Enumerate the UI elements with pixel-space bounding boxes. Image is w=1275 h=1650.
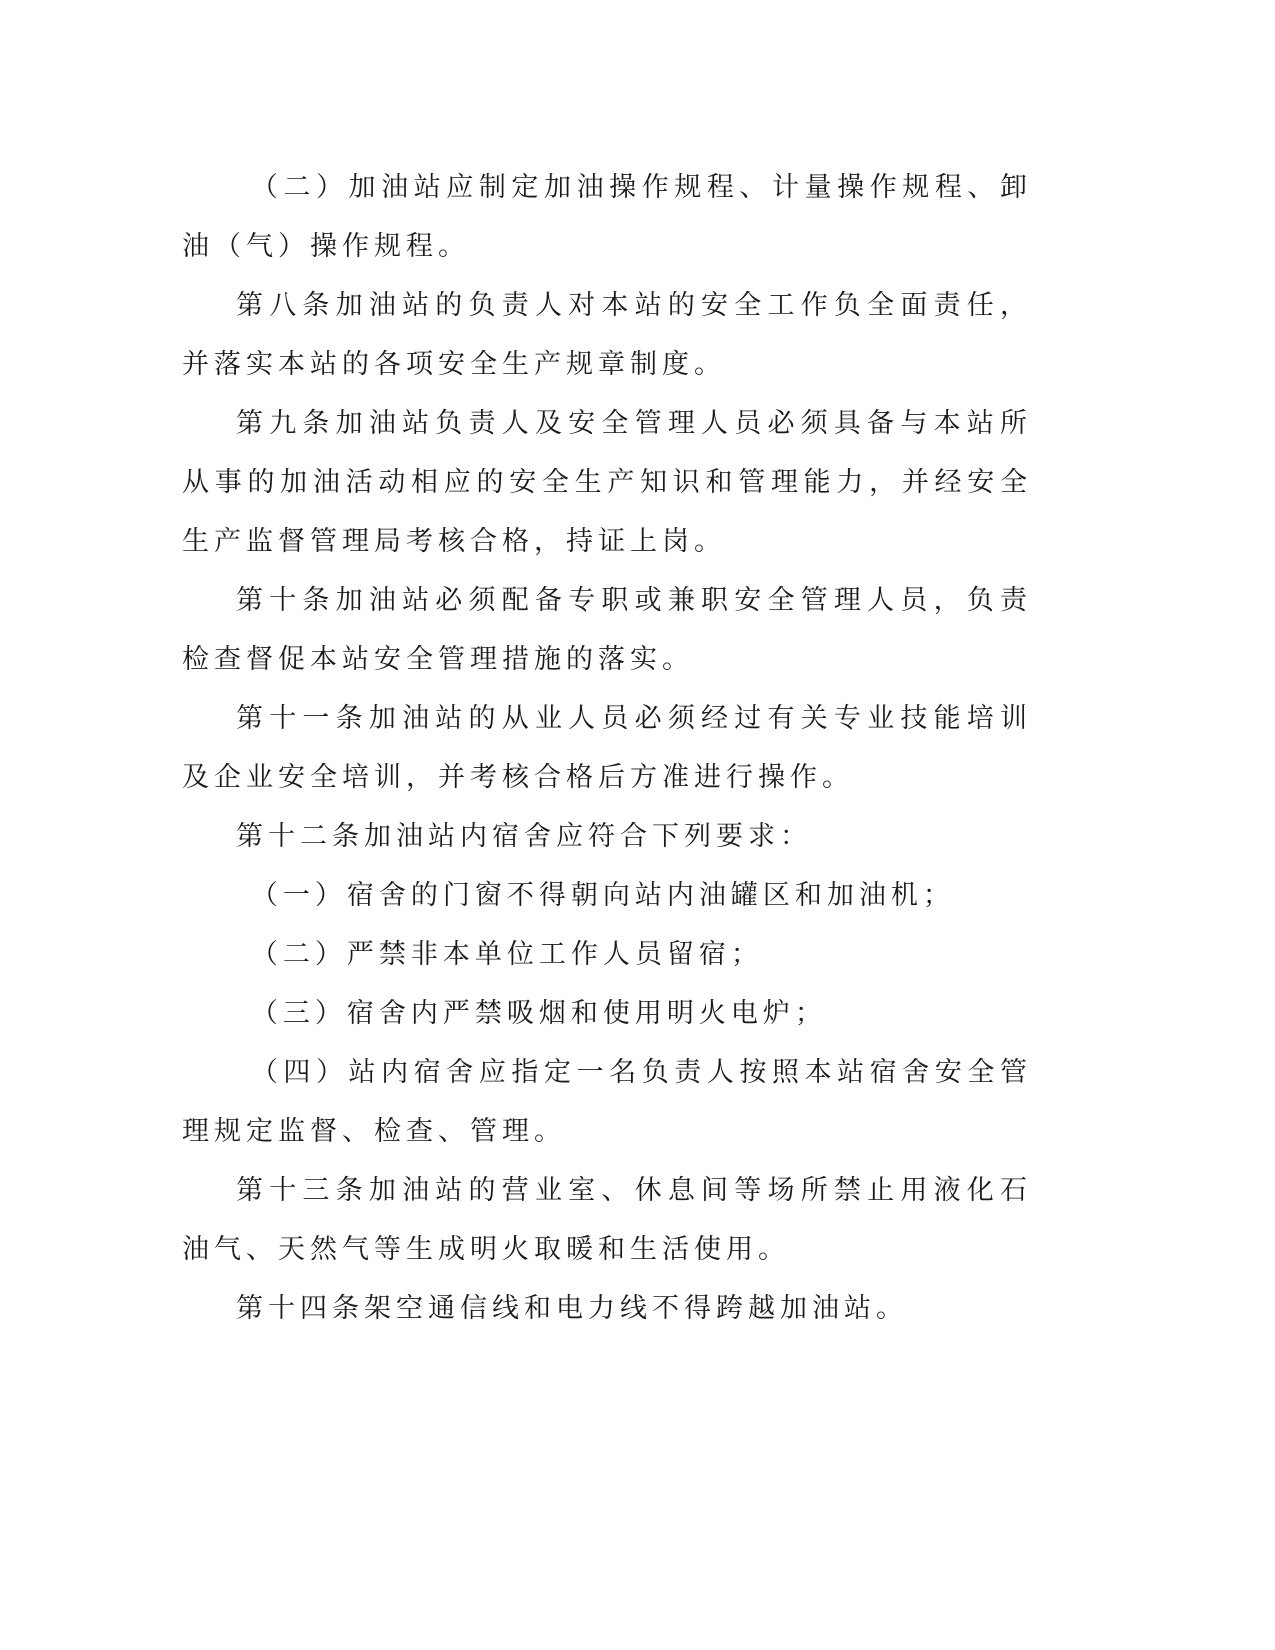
paragraph-article-11: 第十一条加油站的从业人员必须经过有关专业技能培训及企业安全培训，并考核合格后方准进行操作。 <box>182 703 1032 793</box>
paragraph-item-4: （四）站内宿舍应指定一名负责人按照本站宿舍安全管理规定监督、检查、管理。 <box>182 1057 1032 1147</box>
paragraph-article-14: 第十四条架空通信线和电力线不得跨越加油站。 <box>236 1293 908 1324</box>
paragraph-item-2: （二）加油站应制定加油操作规程、计量操作规程、卸油（气）操作规程。 <box>182 172 1032 262</box>
document-body <box>182 158 1032 1338</box>
paragraph-article-8: 第八条加油站的负责人对本站的安全工作负全面责任，并落实本站的各项安全生产规章制度。 <box>182 290 1032 380</box>
paragraph-article-12: 第十二条加油站内宿舍应符合下列要求： <box>236 821 812 852</box>
paragraph-item-2b: （二）严禁非本单位工作人员留宿； <box>250 939 763 970</box>
paragraph-article-13: 第十三条加油站的营业室、休息间等场所禁止用液化石油气、天然气等生成明火取暖和生活使用。 <box>182 1175 1032 1265</box>
paragraph-item-3: （三）宿舍内严禁吸烟和使用明火电炉； <box>250 998 827 1029</box>
paragraph-item-1: （一）宿舍的门窗不得朝向站内油罐区和加油机； <box>250 880 955 911</box>
paragraph-article-10: 第十条加油站必须配备专职或兼职安全管理人员，负责检查督促本站安全管理措施的落实。 <box>182 585 1032 675</box>
paragraph-article-9: 第九条加油站负责人及安全管理人员必须具备与本站所从事的加油活动相应的安全生产知识和管理能力，并经安全生产监督管理局考核合格，持证上岗。 <box>182 408 1032 557</box>
